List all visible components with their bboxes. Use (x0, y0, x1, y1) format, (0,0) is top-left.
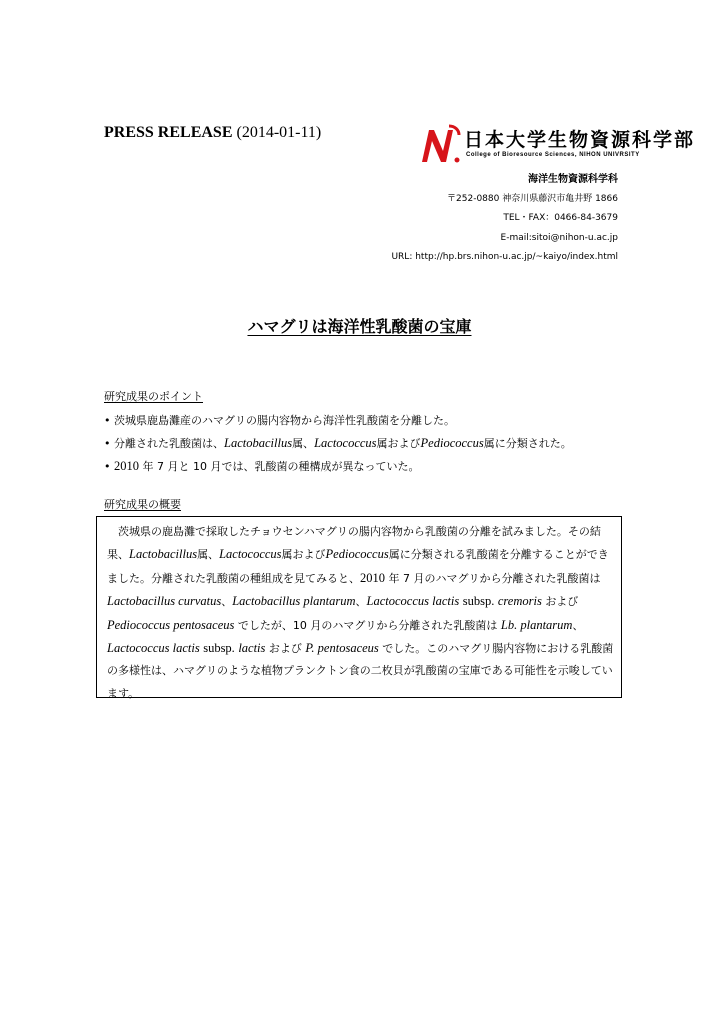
page-title (0, 314, 719, 337)
points-heading: 研究成果のポイント (104, 390, 203, 403)
press-release-date: (2014-01-11) (236, 124, 322, 141)
postal-address: 〒252-0880 神奈川県藤沢市亀井野 1866 (447, 193, 618, 204)
press-release-line (104, 124, 321, 142)
contact-block (391, 170, 618, 268)
email-address: E-mail:sitoi@nihon-u.ac.jp (500, 232, 618, 243)
page-title-text: ハマグリは海洋性乳酸菌の宝庫 (247, 317, 472, 336)
list-item: • 茨城県鹿島灘産のハマグリの腸内容物から海洋性乳酸菌を分離した。 (104, 414, 455, 427)
university-logo (419, 124, 696, 164)
press-release-label: PRESS RELEASE (104, 124, 233, 141)
website-url: URL: http://hp.brs.nihon-u.ac.jp/~kaiyo/index.html (391, 252, 618, 262)
list-item: • 2010 年 7 月と 10 月では、乳酸菌の種構成が異なっていた。 (104, 459, 420, 473)
university-name-en: College of Bioresource Sciences, NIHON UNIVRSITY (466, 152, 640, 158)
summary-heading: 研究成果の概要 (104, 498, 181, 511)
summary-paragraph: 茨城県の鹿島灘で採取したチョウセンハマグリの腸内容物から乳酸菌の分離を試みました。その結果、Lactobacillus属、Lactococcus属およびPediococcus属に分類される乳酸菌を分離することができました。分離された乳酸菌の種組成を見てみると、2010 年 7 月のハマグリから分離された乳酸菌はLactobacillus curvatus、Lactobacillus plantarum、Lactococcus lactis subsp. cremoris および Pediococcus pentosaceus でしたが、10 月のハマグリから分離された乳酸菌は Lb. plantarum、Lactococcus lactis subsp. lactis および P. pentosaceus でした。このハマグリ腸内容物における乳酸菌の多様性は、ハマグリのような植物プランクトン食の二枚貝が乳酸菌の宝庫である可能性を示唆しています。 (107, 525, 614, 700)
department-name: 海洋生物資源科学科 (528, 174, 618, 185)
nihon-u-n-mark-icon (419, 124, 463, 164)
points-list (104, 410, 572, 478)
summary-box (96, 516, 622, 698)
university-name-jp: 日本大学生物資源科学部 (464, 129, 696, 151)
tel-fax: TEL・FAX：0466-84-3679 (503, 213, 618, 223)
list-item: • 分離された乳酸菌は、Lactobacillus属、Lactococcus属およびPediococcus属に分類された。 (104, 436, 572, 450)
